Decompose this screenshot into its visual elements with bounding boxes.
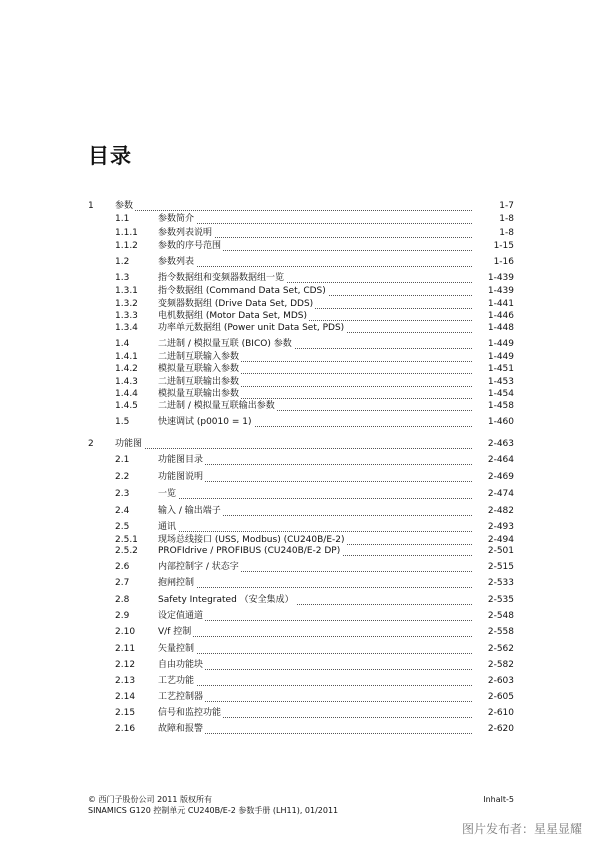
toc-entry[interactable] (0, 213, 600, 226)
toc-entry-title-with-leader (158, 707, 472, 720)
toc-entry-number: 2.16 (115, 724, 136, 734)
toc-entry-page: 2-548 (487, 611, 514, 621)
toc-entry-number: 1.4 (115, 339, 130, 349)
toc-entry-page: 2-558 (487, 627, 514, 637)
toc-entry-title-with-leader (158, 322, 472, 335)
toc-entry-title-with-leader (158, 400, 472, 413)
toc-entry-page: 1-453 (487, 377, 514, 387)
toc-entry-number: 1.5 (115, 417, 130, 427)
toc-entry-page: 2-610 (487, 708, 514, 718)
toc-entry[interactable] (0, 454, 600, 467)
toc-entry-number: 1.4.2 (115, 364, 138, 374)
dot-leader (158, 481, 472, 482)
toc-entry-number: 2.10 (115, 627, 136, 637)
toc-entry-title: 通讯 (158, 522, 177, 532)
dot-leader (115, 210, 472, 211)
toc-entry[interactable] (0, 363, 600, 376)
toc-entry-title-with-leader (115, 200, 472, 213)
dot-leader (158, 733, 472, 734)
toc-entry[interactable] (0, 626, 600, 639)
toc-entry-number: 1.4.3 (115, 377, 138, 387)
toc-entry-title: 工艺控制器 (158, 692, 204, 702)
toc-entry-page: 2-620 (487, 724, 514, 734)
toc-entry-title-with-leader (158, 561, 472, 574)
toc-entry[interactable] (0, 594, 600, 607)
toc-entry-number: 2.5.1 (115, 535, 138, 545)
toc-entry-page: 1-439 (487, 273, 514, 283)
toc-entry-page: 1-8 (499, 228, 514, 238)
toc-entry-number: 2.5.2 (115, 546, 138, 556)
toc-entry-title: 功能图说明 (158, 472, 204, 482)
toc-entry-title: 二进制互联输入参数 (158, 352, 240, 362)
dot-leader (158, 653, 472, 654)
toc-entry-page: 2-463 (487, 439, 514, 449)
toc-entry-title: 矢量控制 (158, 644, 195, 654)
toc-entry-number: 2.4 (115, 506, 130, 516)
dot-leader (158, 498, 472, 499)
toc-entry-page: 2-464 (487, 455, 514, 465)
toc-entry-title: 参数简介 (158, 214, 195, 224)
toc-entry-title-with-leader (158, 577, 472, 590)
dot-leader (158, 685, 472, 686)
toc-entry[interactable] (0, 256, 600, 269)
toc-entry-number: 1.1.2 (115, 241, 138, 251)
toc-entry[interactable] (0, 285, 600, 298)
toc-entry-title-with-leader (158, 675, 472, 688)
toc-entry-page: 2-501 (487, 546, 514, 556)
toc-entry[interactable] (0, 200, 600, 213)
toc-entry-number: 2.7 (115, 578, 130, 588)
toc-entry-number: 2.5 (115, 522, 130, 532)
toc-entry-title: 一览 (158, 489, 177, 499)
toc-entry-page: 1-451 (487, 364, 514, 374)
toc-entry-title: 二进制 / 模拟量互联输出参数 (158, 401, 275, 411)
toc-entry-title: 二进制 / 模拟量互联 (BICO) 参数 (158, 339, 292, 349)
toc-entry-title-with-leader (158, 213, 472, 226)
toc-entry-number: 2.13 (115, 676, 136, 686)
toc-entry-title-with-leader (158, 240, 472, 253)
dot-leader (158, 223, 472, 224)
dot-leader (158, 669, 472, 670)
toc-entry-page: 1-454 (487, 389, 514, 399)
toc-entry-page: 1-15 (493, 241, 514, 251)
toc-entry-title: 自由功能块 (158, 660, 204, 670)
toc-entry-title: 功能图目录 (158, 455, 204, 465)
toc-entry-number: 1.4.4 (115, 389, 138, 399)
toc-entry-title: PROFIdrive / PROFIBUS (CU240B/E-2 DP) (158, 546, 341, 556)
toc-entry[interactable] (0, 438, 600, 451)
toc-entry-number: 2.1 (115, 455, 130, 465)
toc-entry-title: 二进制互联输出参数 (158, 377, 240, 387)
toc-entry-title-with-leader (158, 285, 472, 298)
toc-entry-title: 内部控制字 / 状态字 (158, 562, 239, 572)
toc-entry-title-with-leader (158, 256, 472, 269)
toc-entry-number: 2.6 (115, 562, 130, 572)
toc-entry-title-with-leader (158, 691, 472, 704)
toc-entry-title-with-leader (158, 471, 472, 484)
dot-leader (158, 266, 472, 267)
toc-entry-title: 参数列表 (158, 257, 195, 267)
toc-entry-number: 1.1 (115, 214, 130, 224)
publisher-watermark: 图片发布者：星星显耀 (461, 822, 582, 836)
footer-manual-title: SINAMICS G120 控制单元 CU240B/E-2 参数手册 (LH11), 01/2011 (88, 806, 339, 815)
toc-entry-title-with-leader (158, 594, 472, 607)
toc-entry-number: 2.15 (115, 708, 136, 718)
toc-entry-number: 1.4.1 (115, 352, 138, 362)
toc-entry-title-with-leader (158, 505, 472, 518)
toc-entry[interactable] (0, 577, 600, 590)
toc-entry[interactable] (0, 610, 600, 623)
toc-entry-title-with-leader (158, 416, 472, 429)
dot-leader (158, 587, 472, 588)
toc-entry-page: 1-7 (499, 201, 514, 211)
toc-entry-title: Safety Integrated （安全集成） (158, 595, 294, 605)
toc-entry-title: V/f 控制 (158, 627, 192, 637)
toc-entry[interactable] (0, 545, 600, 558)
toc-entry[interactable] (0, 675, 600, 688)
toc-entry-title-with-leader (158, 610, 472, 623)
toc-entry[interactable] (0, 322, 600, 335)
toc-entry[interactable] (0, 272, 600, 285)
toc-entry-title-with-leader (158, 521, 472, 534)
toc-entry-title: 输入 / 输出端子 (158, 506, 221, 516)
toc-entry-title: 信号和监控功能 (158, 708, 222, 718)
dot-leader (158, 531, 472, 532)
toc-entry-number: 1.3.2 (115, 299, 138, 309)
toc-entry-title: 参数 (115, 201, 134, 211)
toc-entry-page: 2-562 (487, 644, 514, 654)
toc-entry-page: 2-515 (487, 562, 514, 572)
toc-entry[interactable] (0, 659, 600, 672)
toc-entry-title-with-leader (158, 363, 472, 376)
toc-entry-title: 指令数据组和变频器数据组一览 (158, 273, 285, 283)
toc-entry[interactable] (0, 488, 600, 501)
dot-leader (158, 636, 472, 637)
toc-entry-number: 1.4.5 (115, 401, 138, 411)
toc-entry-title-with-leader (158, 626, 472, 639)
toc-entry-page: 2-535 (487, 595, 514, 605)
toc-entry-page: 2-482 (487, 506, 514, 516)
toc-entry-number: 2.2 (115, 472, 130, 482)
toc-entry-number: 1.1.1 (115, 228, 138, 238)
toc-entry[interactable] (0, 227, 600, 240)
toc-entry-page: 1-448 (487, 323, 514, 333)
toc-entry-page: 2-493 (487, 522, 514, 532)
toc-entry-page: 1-458 (487, 401, 514, 411)
page-title: 目录 (88, 144, 132, 168)
toc-entry-number: 1.2 (115, 257, 130, 267)
toc-entry-title: 模拟量互联输出参数 (158, 389, 240, 399)
toc-entry-title: 电机数据组 (Motor Data Set, MDS) (158, 311, 308, 321)
toc-entry[interactable] (0, 691, 600, 704)
toc-entry-title: 现场总线接口 (USS, Modbus) (CU240B/E-2) (158, 535, 345, 545)
toc-entry-number: 1 (88, 201, 94, 211)
toc-entry-title-with-leader (158, 272, 472, 285)
toc-entry-number: 2 (88, 439, 94, 449)
toc-entry-page: 2-603 (487, 676, 514, 686)
dot-leader (158, 620, 472, 621)
toc-entry-page: 2-582 (487, 660, 514, 670)
toc-entry-page: 1-449 (487, 339, 514, 349)
toc-entry[interactable] (0, 521, 600, 534)
footer-page-number: Inhalt-5 (483, 795, 514, 804)
toc-entry-number: 1.3 (115, 273, 130, 283)
toc-entry[interactable] (0, 643, 600, 656)
toc-entry-title: 抱闸控制 (158, 578, 195, 588)
toc-entry-number: 1.3.1 (115, 286, 138, 296)
toc-entry-page: 1-439 (487, 286, 514, 296)
toc-entry[interactable] (0, 338, 600, 351)
toc-entry-page: 2-605 (487, 692, 514, 702)
toc-entry-title: 功能图 (115, 439, 143, 449)
toc-entry[interactable] (0, 561, 600, 574)
toc-entry-title-with-leader (158, 338, 472, 351)
toc-entry-number: 2.3 (115, 489, 130, 499)
toc-entry-page: 1-446 (487, 311, 514, 321)
toc-entry-number: 2.8 (115, 595, 130, 605)
toc-entry-page: 1-16 (493, 257, 514, 267)
toc-entry-title-with-leader (158, 545, 472, 558)
toc-entry[interactable] (0, 505, 600, 518)
dot-leader (158, 464, 472, 465)
toc-entry[interactable] (0, 707, 600, 720)
toc-entry-page: 2-533 (487, 578, 514, 588)
toc-entry-title-with-leader (158, 488, 472, 501)
toc-entry-title: 参数的序号范围 (158, 241, 222, 251)
toc-entry-page: 1-8 (499, 214, 514, 224)
toc-entry-page: 2-494 (487, 535, 514, 545)
toc-entry-title: 工艺功能 (158, 676, 195, 686)
toc-entry[interactable] (0, 416, 600, 429)
toc-entry-title: 变频器数据组 (Drive Data Set, DDS) (158, 299, 314, 309)
toc-entry-number: 2.11 (115, 644, 136, 654)
toc-entry-page: 1-460 (487, 417, 514, 427)
toc-entry-title-with-leader (158, 227, 472, 240)
toc-entry-title-with-leader (158, 723, 472, 736)
toc-entry[interactable] (0, 240, 600, 253)
toc-entry-page: 1-449 (487, 352, 514, 362)
toc-entry-number: 2.14 (115, 692, 136, 702)
dot-leader (115, 448, 472, 449)
toc-entry-number: 2.12 (115, 660, 136, 670)
toc-entry-title-with-leader (158, 659, 472, 672)
toc-entry-title: 模拟量互联输入参数 (158, 364, 240, 374)
toc-entry-title: 故障和报警 (158, 724, 204, 734)
toc-entry-title-with-leader (115, 438, 472, 451)
toc-entry-number: 1.3.3 (115, 311, 138, 321)
toc-entry-title: 参数列表说明 (158, 228, 213, 238)
toc-entry-page: 2-469 (487, 472, 514, 482)
toc-entry-title: 设定值通道 (158, 611, 204, 621)
toc-entry[interactable] (0, 400, 600, 413)
toc-entry-number: 1.3.4 (115, 323, 138, 333)
toc-entry-title-with-leader (158, 454, 472, 467)
toc-entry[interactable] (0, 723, 600, 736)
toc-entry-title: 快速调试 (p0010 = 1) (158, 417, 252, 427)
toc-entry-page: 2-474 (487, 489, 514, 499)
toc-entry-title: 指令数据组 (Command Data Set, CDS) (158, 286, 326, 296)
toc-entry-title: 功率单元数据组 (Power unit Data Set, PDS) (158, 323, 345, 333)
dot-leader (158, 701, 472, 702)
toc-entry-number: 2.9 (115, 611, 130, 621)
toc-entry-page: 1-441 (487, 299, 514, 309)
toc-entry[interactable] (0, 471, 600, 484)
toc-entry-title-with-leader (158, 643, 472, 656)
footer-copyright: © 西门子股份公司 2011 版权所有 (88, 795, 212, 804)
